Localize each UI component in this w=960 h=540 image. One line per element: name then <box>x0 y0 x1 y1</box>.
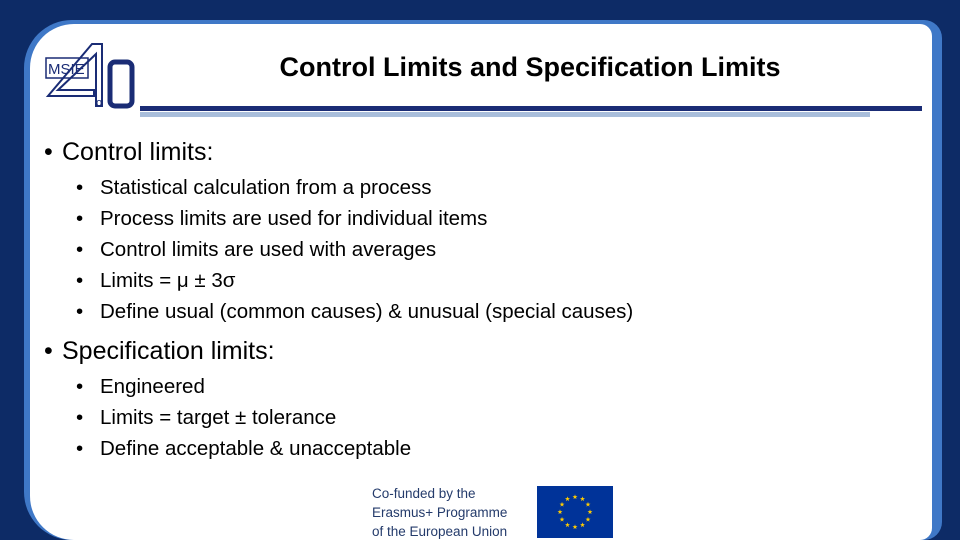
list-item <box>76 172 904 203</box>
section-control-limits <box>44 136 904 327</box>
bullet-icon: • <box>76 176 84 199</box>
bullet-icon: • <box>76 375 84 398</box>
bullet-level1 <box>44 136 904 168</box>
logo-letters: MSIE <box>48 61 85 78</box>
slide-content <box>44 136 904 470</box>
eu-flag-icon <box>537 486 613 538</box>
bullet-icon: • <box>44 138 53 166</box>
footer-line: Erasmus+ Programme <box>372 505 508 520</box>
footer-line: of the European Union <box>372 524 508 539</box>
list-item <box>76 371 904 402</box>
list-item-text: Limits = μ ± 3σ <box>100 269 236 292</box>
erasmus-cofunded-text <box>372 484 532 540</box>
bullet-icon: • <box>44 337 53 365</box>
bullet-icon: • <box>76 406 84 429</box>
section-specification-limits <box>44 335 904 464</box>
list-item-text: Control limits are used with averages <box>100 238 437 261</box>
list-item-text: Statistical calculation from a process <box>100 176 432 199</box>
list-item <box>76 234 904 265</box>
bullet-icon: • <box>76 207 84 230</box>
list-item <box>76 265 904 296</box>
list-item <box>76 296 904 327</box>
title-rule-light <box>140 112 870 117</box>
bullet-icon: • <box>76 437 84 460</box>
sub-list <box>76 371 904 464</box>
list-item-text: Define acceptable & unacceptable <box>100 437 412 460</box>
bullet-icon: • <box>76 269 84 292</box>
list-item <box>76 402 904 433</box>
slide-title: Control Limits and Specification Limits <box>279 52 781 82</box>
bullet-icon: • <box>76 300 84 323</box>
list-item-text: Define usual (common causes) & unusual (special causes) <box>100 300 634 323</box>
bullet-icon: • <box>76 238 84 261</box>
section-heading: Control limits: <box>62 138 214 166</box>
list-item-text: Process limits are used for individual items <box>100 207 488 230</box>
msie-logo-icon <box>44 40 144 112</box>
list-item <box>76 203 904 234</box>
svg-text:o: o <box>96 97 103 109</box>
section-heading: Specification limits: <box>62 337 275 365</box>
list-item-text: Limits = target ± tolerance <box>100 406 337 429</box>
list-item <box>76 433 904 464</box>
list-item-text: Engineered <box>100 375 205 398</box>
title-rule-dark <box>140 106 922 111</box>
footer-line: Co-funded by the <box>372 486 476 501</box>
sub-list <box>76 172 904 327</box>
bullet-level1 <box>44 335 904 367</box>
